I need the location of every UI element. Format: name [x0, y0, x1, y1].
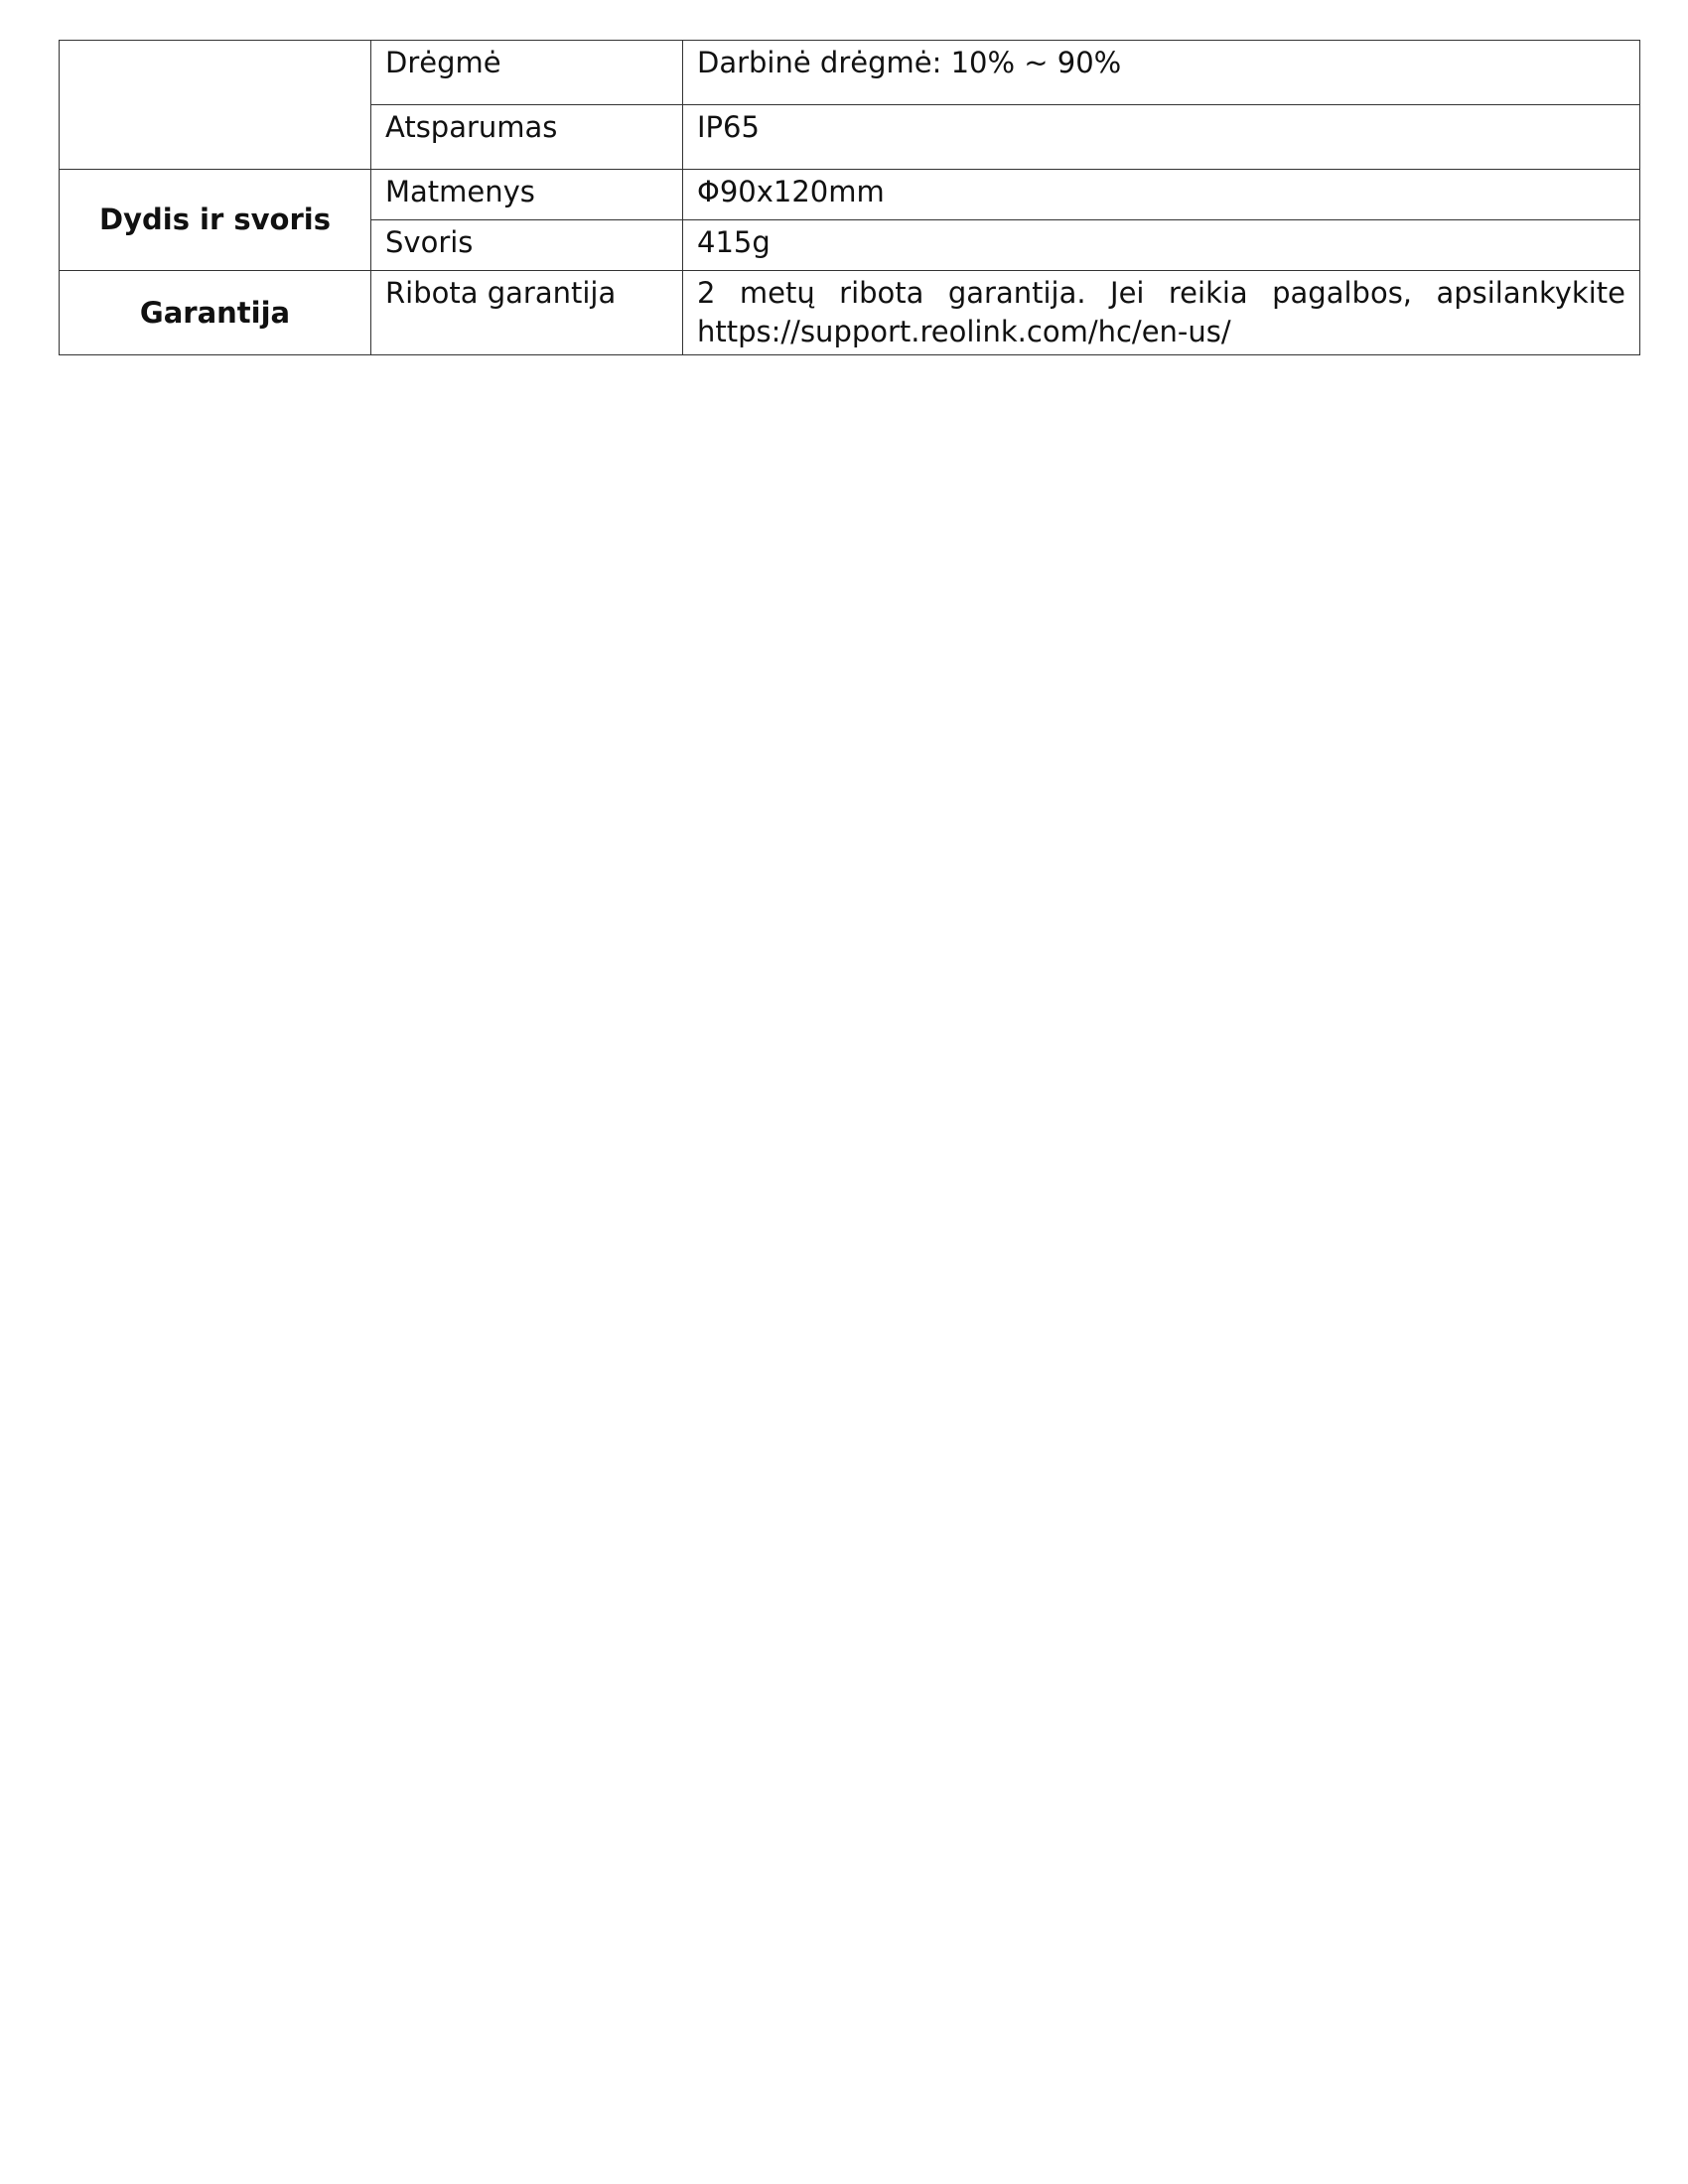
property-cell-resistance: Atsparumas	[371, 105, 683, 170]
category-cell-warranty: Garantija	[60, 271, 371, 355]
table-row	[60, 170, 1640, 220]
value-cell-dimensions: Φ90x120mm	[683, 170, 1640, 220]
value-cell-weight: 415g	[683, 220, 1640, 271]
category-cell-environment	[60, 41, 371, 170]
property-cell-limited-warranty: Ribota garantija	[371, 271, 683, 355]
table-row	[60, 41, 1640, 105]
value-cell-warranty: 2 metų ribota garantija. Jei reikia pagalbos, apsilankykite https://support.reolink.com/hc/en-us/	[683, 271, 1640, 355]
property-cell-humidity: Drėgmė	[371, 41, 683, 105]
category-cell-size-weight: Dydis ir svoris	[60, 170, 371, 271]
property-cell-weight: Svoris	[371, 220, 683, 271]
value-cell-resistance: IP65	[683, 105, 1640, 170]
specifications-table	[59, 40, 1640, 355]
property-cell-dimensions: Matmenys	[371, 170, 683, 220]
value-cell-humidity: Darbinė drėgmė: 10% ~ 90%	[683, 41, 1640, 105]
table-row	[60, 271, 1640, 355]
